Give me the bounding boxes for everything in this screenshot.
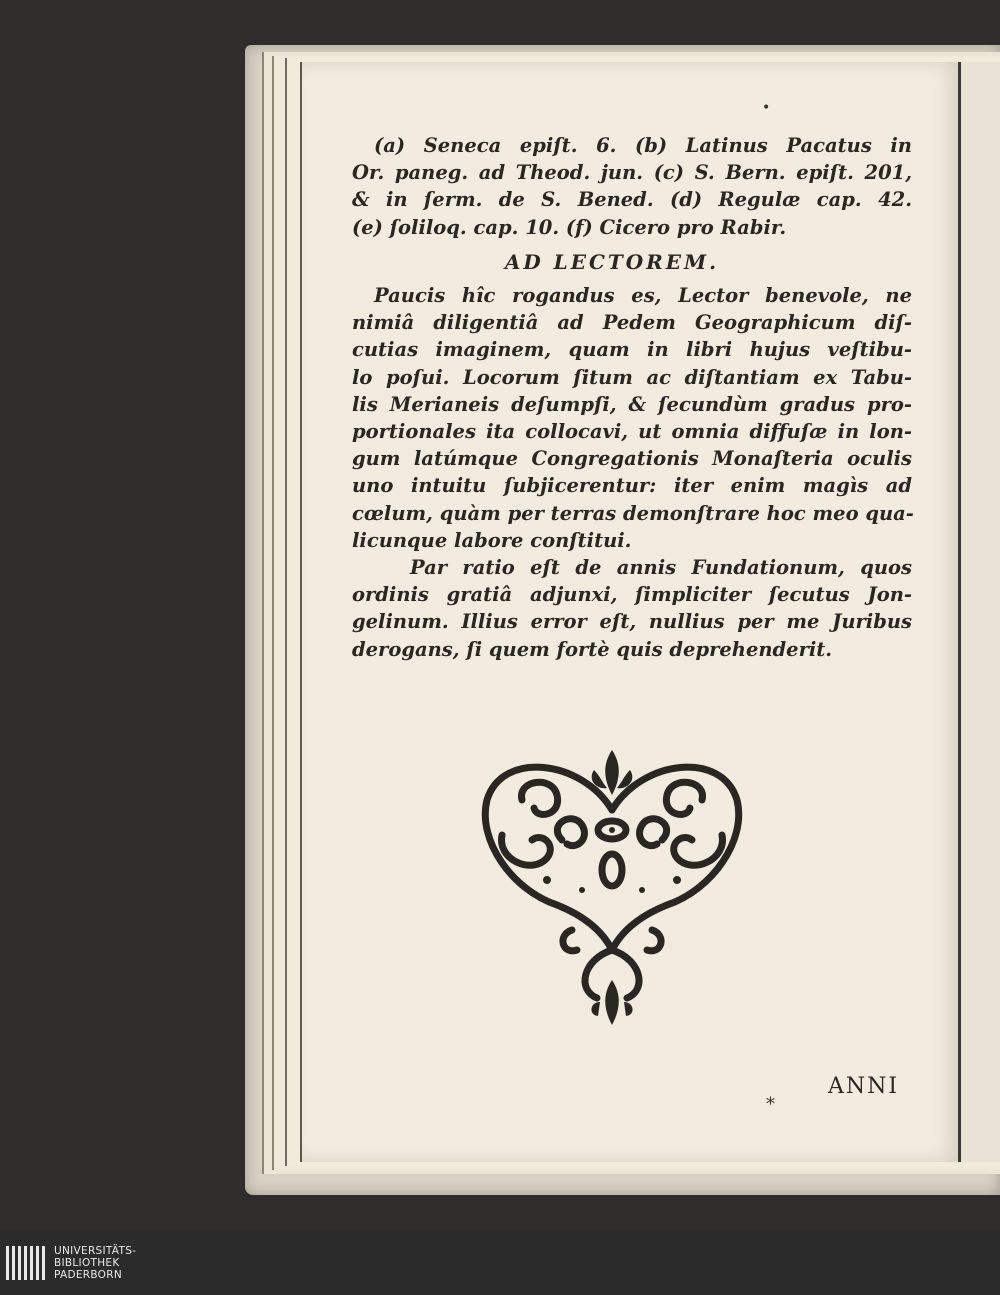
paragraph-line: licunque labore conſtitui. (352, 528, 632, 552)
section-heading: AD LECTOREM. (504, 249, 720, 274)
footnote-line: (a) Seneca epiſt. 6. (b) Latinus Pacatus in (374, 134, 912, 157)
footer-bar (0, 1230, 1000, 1295)
paragraph-line: Paucis hîc rogandus es, Lector benevole, ne (374, 284, 912, 308)
paragraph-line: derogans, ſi quem fortè quis deprehenderit. (352, 637, 833, 661)
paragraph-line: ordinis gratiâ adjunxi, ſimpliciter ſecutus Jon- (352, 583, 912, 607)
paragraph-line: gum latúmque Congregationis Monaſteria oculis (352, 447, 912, 471)
paragraph-line: nimiâ diligentiâ ad Pedem Geographicum diſ- (352, 311, 912, 335)
floral-ornament-icon (462, 740, 762, 1030)
footnote-line: Or. paneg. ad Theod. jun. (c) S. Bern. epiſt. 201, (352, 161, 912, 185)
paragraph-line: cutias imaginem, quam in libri hujus veſtibu- (352, 338, 912, 362)
page-top-mark: • (762, 100, 771, 116)
library-logo-text (54, 1245, 136, 1281)
signature-mark: * (766, 1094, 775, 1115)
paragraph-line: cœlum, quàm per terras demonſtrare hoc meo qua- (352, 501, 914, 525)
footnote-line: (e) ſoliloq. cap. 10. (f) Cicero pro Rabir. (352, 215, 787, 239)
logo-line: BIBLIOTHEK (54, 1257, 120, 1269)
paragraph-line: gelinum. Illius error eſt, nullius per me Juribus (352, 610, 912, 634)
paragraph-line: portionales ita collocavi, ut omnia diffuſæ in lon- (352, 420, 912, 444)
paragraph-line: uno intuitu ſubjicerentur: iter enim magìs ad (352, 474, 912, 498)
footnote-line: & in ſerm. de S. Bened. (d) Regulæ cap. 42. (352, 188, 912, 212)
logo-line: UNIVERSITÄTS- (54, 1245, 137, 1257)
logo-line: PADERBORN (54, 1269, 122, 1281)
paragraph-line: lis Merianeis deſumpſi, & ſecundùm gradus pro- (352, 392, 912, 416)
catchword: ANNI (828, 1074, 900, 1099)
paragraph-line: Par ratio eſt de annis Fundationum, quos (410, 556, 912, 580)
paragraph-line: lo poſui. Locorum ſitum ac diſtantiam ex Tabu- (352, 365, 912, 389)
page-text (352, 132, 912, 663)
library-logo-icon (6, 1246, 48, 1280)
facing-page-edge (958, 62, 1000, 1162)
